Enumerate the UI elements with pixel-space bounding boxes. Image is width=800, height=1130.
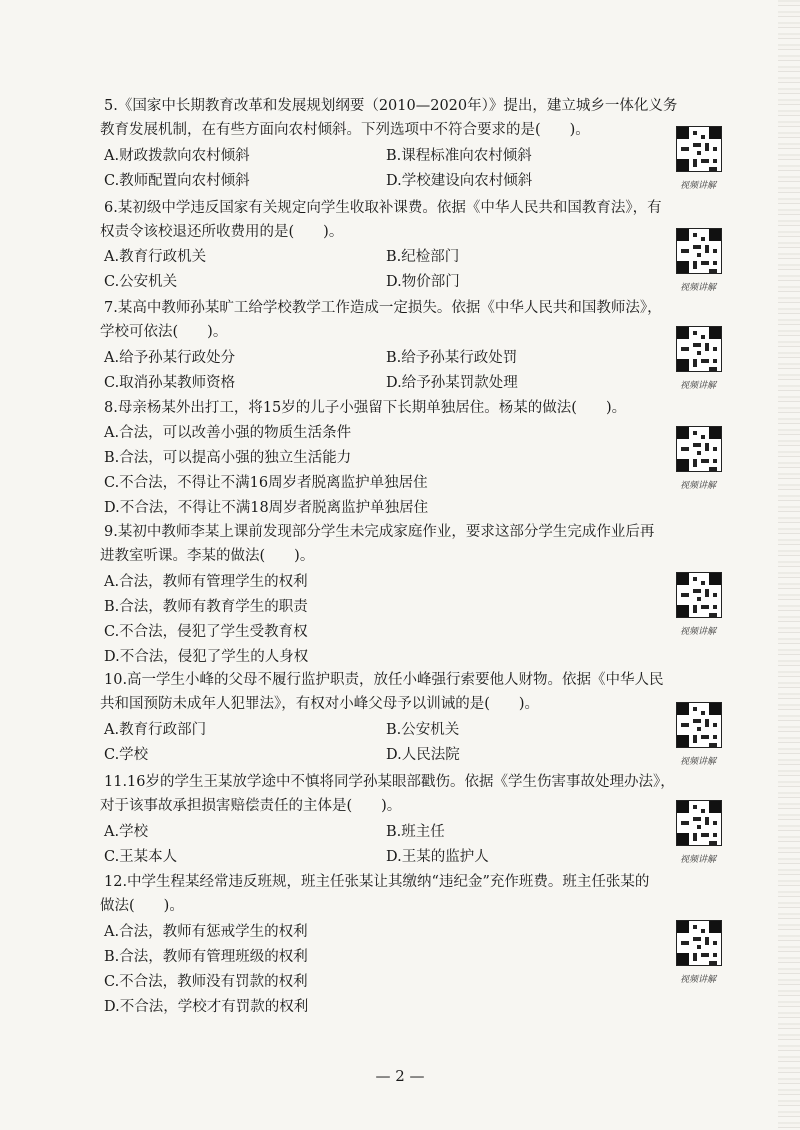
q9-stem-line-1: 9.某初中教师李某上课前发现部分学生未完成家庭作业，要求这部分学生完成作业后再 bbox=[104, 524, 655, 540]
q12-stem-line-2: 做法( )。 bbox=[100, 898, 184, 914]
qr-caption: 视频讲解 bbox=[680, 627, 717, 637]
q5-option-c[interactable]: C.教师配置向农村倾斜 bbox=[104, 173, 250, 189]
q6-option-d[interactable]: D.物价部门 bbox=[386, 274, 460, 290]
q6-stem-line-2: 权责令该校退还所收费用的是( )。 bbox=[100, 224, 344, 240]
q11-option-c[interactable]: C.王某本人 bbox=[104, 849, 178, 865]
qr-caption: 视频讲解 bbox=[680, 855, 717, 865]
q11-option-a[interactable]: A.学校 bbox=[104, 824, 149, 840]
q10-option-a[interactable]: A.教育行政部门 bbox=[104, 722, 207, 738]
q12-option-b[interactable]: B.合法，教师有管理班级的权利 bbox=[104, 949, 308, 965]
q9-option-c[interactable]: C.不合法，侵犯了学生受教育权 bbox=[104, 624, 308, 640]
q8-option-a[interactable]: A.合法，可以改善小强的物质生活条件 bbox=[104, 425, 352, 441]
q10-option-b[interactable]: B.公安机关 bbox=[386, 722, 460, 738]
q12-option-c[interactable]: C.不合法，教师没有罚款的权利 bbox=[104, 974, 308, 990]
q9-stem-line-2: 进教室听课。李某的做法( )。 bbox=[100, 548, 315, 564]
qr-caption: 视频讲解 bbox=[680, 975, 717, 985]
page-number: — 2 — bbox=[375, 1067, 425, 1085]
q7-option-a[interactable]: A.给予孙某行政处分 bbox=[104, 350, 236, 366]
q7-option-c[interactable]: C.取消孙某教师资格 bbox=[104, 375, 236, 391]
q5-stem-line-1: 5.《国家中长期教育改革和发展规划纲要（2010—2020年）》提出，建立城乡一体化义务 bbox=[104, 98, 678, 114]
q8-option-d[interactable]: D.不合法，不得让不满18周岁者脱离监护单独居住 bbox=[104, 500, 429, 516]
q8-option-c[interactable]: C.不合法，不得让不满16周岁者脱离监护单独居住 bbox=[104, 475, 428, 491]
q5-option-d[interactable]: D.学校建设向农村倾斜 bbox=[386, 173, 533, 189]
q9-option-d[interactable]: D.不合法，侵犯了学生的人身权 bbox=[104, 649, 309, 665]
qr-code-icon[interactable] bbox=[676, 126, 722, 172]
qr-caption: 视频讲解 bbox=[680, 381, 717, 391]
q10-stem-line-2: 共和国预防未成年人犯罪法》，有权对小峰父母予以训诫的是( )。 bbox=[100, 696, 540, 712]
q7-stem-line-2: 学校可依法( )。 bbox=[100, 324, 228, 340]
q8-option-b[interactable]: B.合法，可以提高小强的独立生活能力 bbox=[104, 450, 352, 466]
qr-caption: 视频讲解 bbox=[680, 181, 717, 191]
qr-code-icon[interactable] bbox=[676, 228, 722, 274]
qr-code-icon[interactable] bbox=[676, 800, 722, 846]
q12-option-d[interactable]: D.不合法，学校才有罚款的权利 bbox=[104, 999, 309, 1015]
scan-edge bbox=[778, 0, 800, 1130]
q6-option-c[interactable]: C.公安机关 bbox=[104, 274, 178, 290]
q7-option-b[interactable]: B.给予孙某行政处罚 bbox=[386, 350, 518, 366]
q12-stem-line-1: 12.中学生程某经常违反班规，班主任张某让其缴纳“违纪金”充作班费。班主任张某的 bbox=[104, 874, 650, 890]
q11-option-b[interactable]: B.班主任 bbox=[386, 824, 445, 840]
q11-option-d[interactable]: D.王某的监护人 bbox=[386, 849, 489, 865]
qr-code-icon[interactable] bbox=[676, 426, 722, 472]
qr-code-icon[interactable] bbox=[676, 702, 722, 748]
q12-option-a[interactable]: A.合法，教师有惩戒学生的权利 bbox=[104, 924, 308, 940]
q5-option-b[interactable]: B.课程标准向农村倾斜 bbox=[386, 148, 532, 164]
q11-stem-line-1: 11.16岁的学生王某放学途中不慎将同学孙某眼部戳伤。依据《学生伤害事故处理办法》， bbox=[104, 774, 675, 790]
q10-option-c[interactable]: C.学校 bbox=[104, 747, 149, 763]
qr-caption: 视频讲解 bbox=[680, 283, 717, 293]
q10-stem-line-1: 10.高一学生小峰的父母不履行监护职责，放任小峰强行索要他人财物。依据《中华人民 bbox=[104, 672, 664, 688]
qr-code-icon[interactable] bbox=[676, 572, 722, 618]
q5-option-a[interactable]: A.财政拨款向农村倾斜 bbox=[104, 148, 250, 164]
qr-caption: 视频讲解 bbox=[680, 757, 717, 767]
qr-caption: 视频讲解 bbox=[680, 481, 717, 491]
q5-stem-line-2: 教育发展机制，在有些方面向农村倾斜。下列选项中不符合要求的是( )。 bbox=[100, 122, 590, 138]
qr-code-icon[interactable] bbox=[676, 326, 722, 372]
q9-option-a[interactable]: A.合法，教师有管理学生的权利 bbox=[104, 574, 308, 590]
q6-stem-line-1: 6.某初级中学违反国家有关规定向学生收取补课费。依据《中华人民共和国教育法》，有 bbox=[104, 200, 662, 216]
qr-code-icon[interactable] bbox=[676, 920, 722, 966]
q6-option-b[interactable]: B.纪检部门 bbox=[386, 249, 460, 265]
q10-option-d[interactable]: D.人民法院 bbox=[386, 747, 460, 763]
q7-stem-line-1: 7.某高中教师孙某旷工给学校教学工作造成一定损失。依据《中华人民共和国教师法》， bbox=[104, 300, 662, 316]
q9-option-b[interactable]: B.合法，教师有教育学生的职责 bbox=[104, 599, 308, 615]
q7-option-d[interactable]: D.给予孙某罚款处理 bbox=[386, 375, 518, 391]
q8-stem-line-1: 8.母亲杨某外出打工，将15岁的儿子小强留下长期单独居住。杨某的做法( )。 bbox=[104, 400, 627, 416]
q11-stem-line-2: 对于该事故承担损害赔偿责任的主体是( )。 bbox=[100, 798, 402, 814]
q6-option-a[interactable]: A.教育行政机关 bbox=[104, 249, 207, 265]
